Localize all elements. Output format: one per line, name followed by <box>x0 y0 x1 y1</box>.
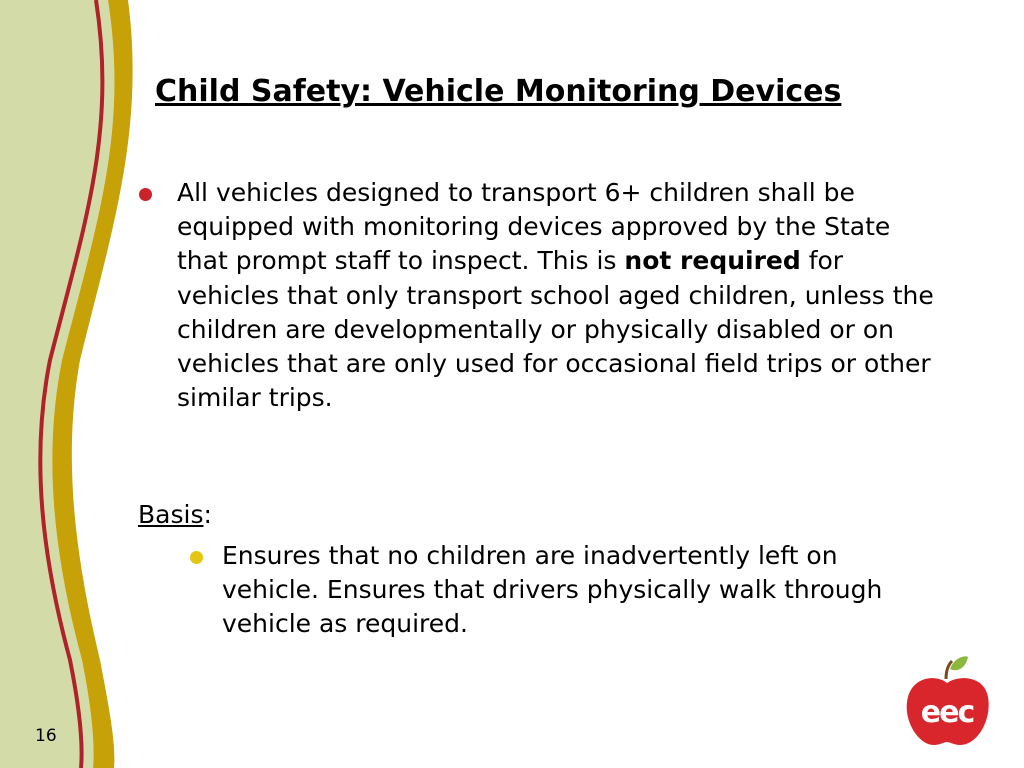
bullet-main-text <box>177 176 937 415</box>
red-dot-bullet-icon <box>139 188 152 201</box>
yellow-dot-bullet-icon <box>190 551 203 564</box>
bullet-main-part2: for vehicles that only transport school aged children, unless the children are developmentally or physically disabled or on vehicles that are only used for occasional field trips or other similar trips. <box>177 246 934 413</box>
basis-bullet-text: Ensures that no children are inadvertently left on vehicle. Ensures that drivers physically walk through vehicle as required. <box>222 541 883 639</box>
logo-stem <box>946 661 952 679</box>
logo-leaf-icon <box>950 656 968 670</box>
bullet-main-part1: All vehicles designed to transport 6+ children shall be equipped with monitoring devices approved by the State that prompt staff to inspect. This is <box>177 178 891 276</box>
basis-colon: : <box>203 500 212 529</box>
logo-text: eec <box>920 695 974 730</box>
slide-number: 16 <box>35 726 57 746</box>
bullet-main-emphasis: not required <box>624 246 801 276</box>
basis-label: Basis <box>138 500 204 529</box>
slide-title: Child Safety: Vehicle Monitoring Devices <box>155 74 842 109</box>
eec-apple-logo-icon <box>900 655 995 750</box>
basis-heading <box>138 498 338 532</box>
